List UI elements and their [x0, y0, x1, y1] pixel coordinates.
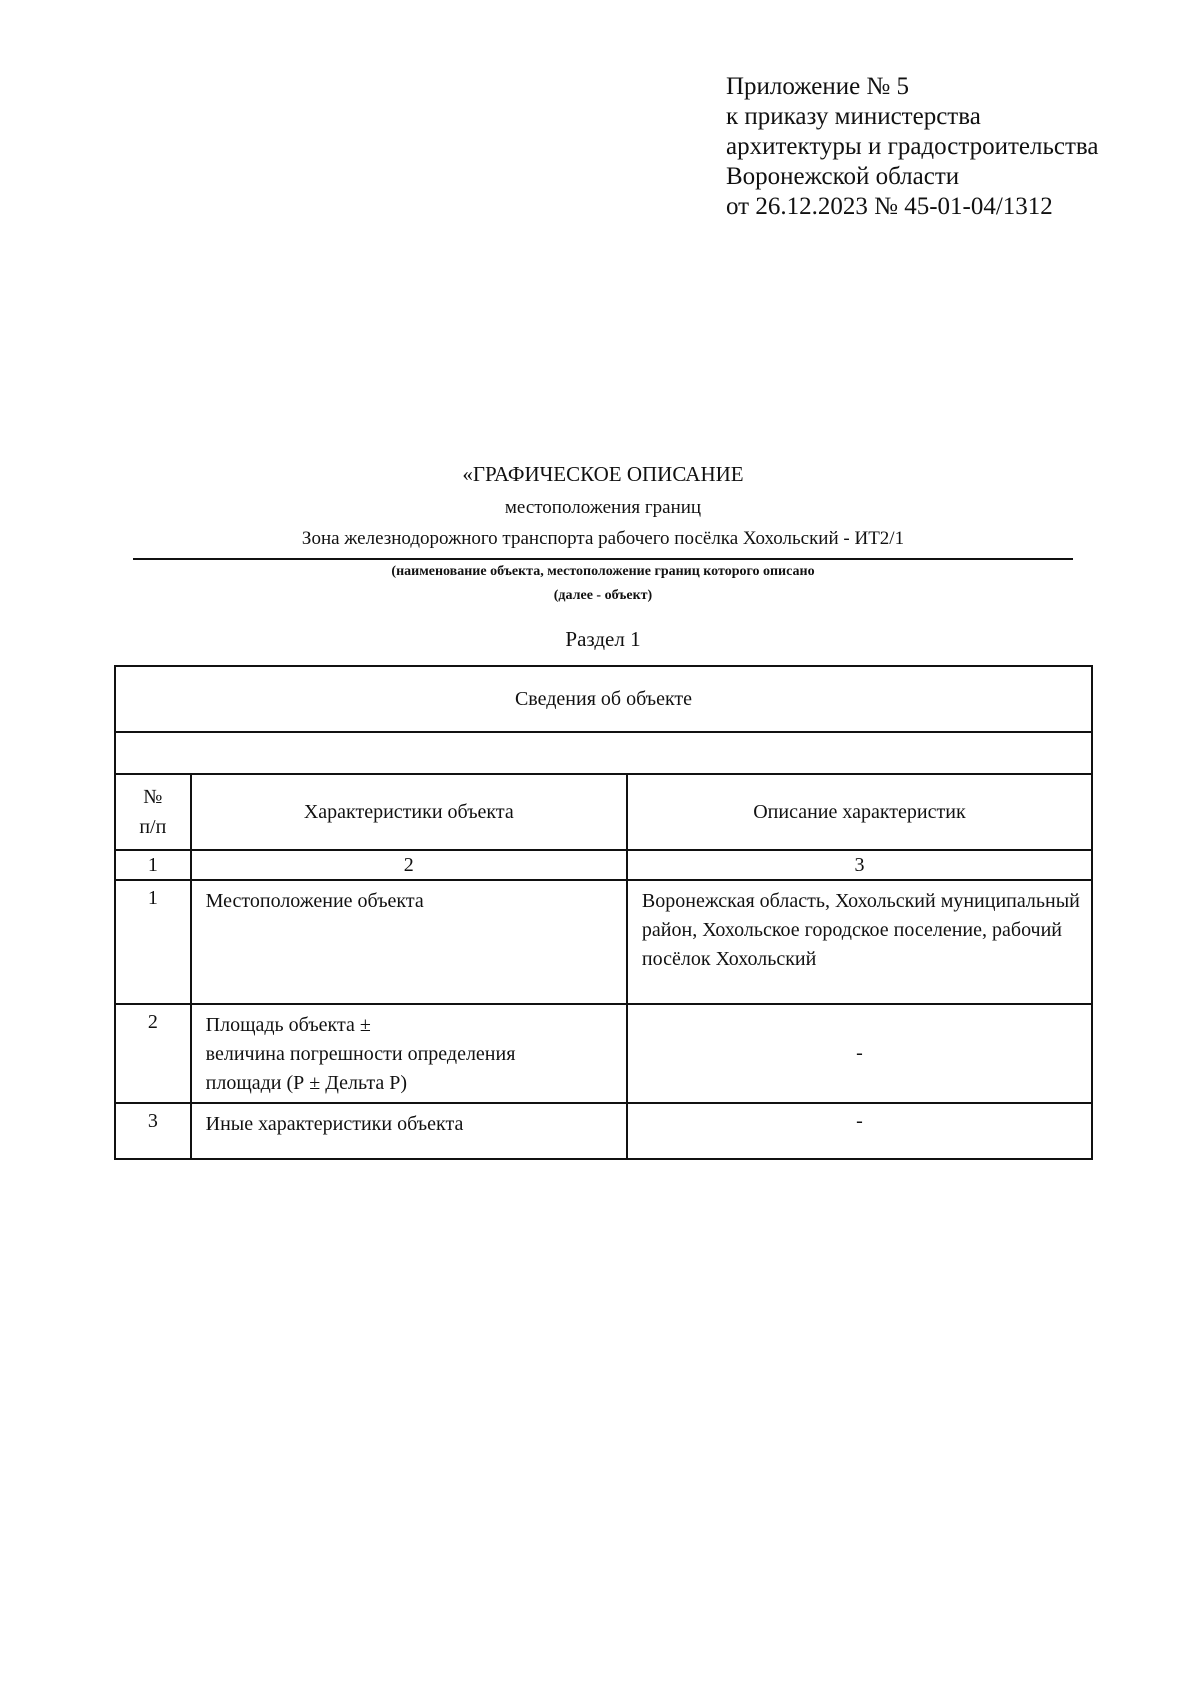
- row-characteristic: Местоположение объекта: [191, 880, 627, 1004]
- appendix-line: Воронежской области: [726, 163, 960, 190]
- appendix-line: от 26.12.2023 № 45-01-04/1312: [726, 193, 1053, 220]
- document-title: «ГРАФИЧЕСКОЕ ОПИСАНИЕ: [462, 462, 744, 486]
- table-caption: Сведения об объекте: [115, 666, 1092, 732]
- column-number: 3: [627, 850, 1092, 880]
- appendix-line: к приказу министерства: [726, 103, 981, 130]
- row-characteristic-line: площади (Р ± Дельта Р): [205, 1072, 407, 1094]
- table-blank-row: [115, 732, 1092, 774]
- column-number-row: [115, 850, 1092, 880]
- table-row: [115, 1103, 1092, 1159]
- header-characteristics: Характеристики объекта: [191, 774, 627, 850]
- object-name-underline: [133, 558, 1073, 560]
- object-info-table: [114, 665, 1093, 1160]
- header-num-line1: №: [143, 786, 163, 808]
- row-number: 2: [115, 1004, 191, 1103]
- row-description: -: [627, 1103, 1092, 1159]
- row-number: 1: [115, 880, 191, 1004]
- column-number: 1: [115, 850, 191, 880]
- row-description: -: [627, 1004, 1092, 1103]
- header-description: Описание характеристик: [627, 774, 1092, 850]
- column-number: 2: [191, 850, 627, 880]
- header-num: [115, 774, 191, 850]
- row-number: 3: [115, 1103, 191, 1159]
- row-characteristic-line: Площадь объекта ±: [205, 1014, 371, 1036]
- section-title: Раздел 1: [565, 627, 641, 651]
- row-characteristic: Иные характеристики объекта: [191, 1103, 627, 1159]
- appendix-line: Приложение № 5: [726, 73, 910, 100]
- object-note-line2: (далее - объект): [553, 588, 653, 603]
- document-subtitle: местоположения границ: [504, 497, 702, 518]
- object-note-line1: (наименование объекта, местоположение границ которого описано: [391, 564, 815, 579]
- object-name: Зона железнодорожного транспорта рабочего посёлка Хохольский - ИТ2/1: [301, 528, 905, 549]
- row-characteristic: [191, 1004, 627, 1103]
- table-row: [115, 880, 1092, 1004]
- appendix-line: архитектуры и градостроительства: [726, 133, 1099, 160]
- row-description: Воронежская область, Хохольский муниципальный район, Хохольское городское поселение, рабочий посёлок Хохольский: [627, 880, 1092, 1004]
- table-row: [115, 1004, 1092, 1103]
- row-characteristic-line: величина погрешности определения: [205, 1043, 516, 1065]
- header-num-line2: п/п: [139, 816, 167, 838]
- appendix-block: [726, 72, 1098, 222]
